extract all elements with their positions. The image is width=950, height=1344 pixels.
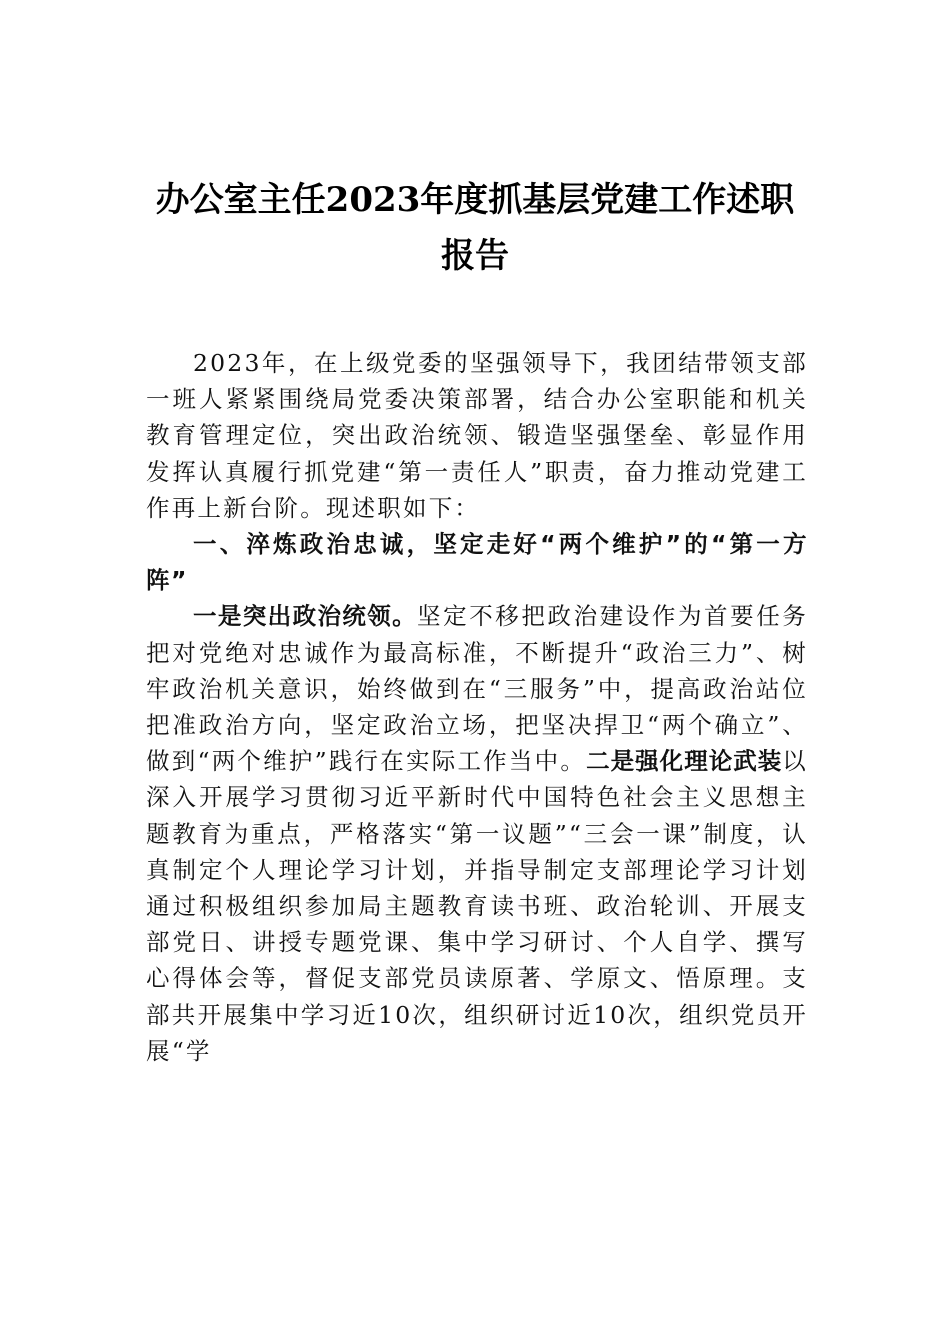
document-title: 办公室主任2023年度抓基层党建工作述职报告 [155, 180, 795, 276]
point-2-text: 以深入开展学习贯彻习近平新时代中国特色社会主义思想主题教育为重点，严格落实“第一议题”“三会一课”制度，认真制定个人理论学习计划，并指导制定支部理论学习计划通过积极组织参加局主题教育读书班、政治轮训、开展支部党日、讲授专题党课、集中学习研讨、个人自学、撰写心得体会等，督促支部党员读原著、学原文、悟原理。支部共开展集中学习近10次，组织研讨近10次，组织党员开展“学 [146, 747, 808, 1065]
lead-point-1: 一是突出政治统领。 [193, 602, 418, 631]
section-heading-1: 一、淬炼政治忠诚，坚定走好“两个维护”的“第一方阵” [146, 530, 808, 595]
document-body [146, 345, 808, 1069]
section-1-paragraph [146, 598, 808, 1069]
lead-point-2: 二是强化理论武装 [586, 747, 783, 776]
point-1-text: 坚定不移把政治建设作为首要任务把对党绝对忠诚作为最高标准，不断提升“政治三力”、树牢政治机关意识，始终做到在“三服务”中，提高政治站位把准政治方向，坚定政治立场，把坚决捍卫“两个确立”、做到“两个维护”践行在实际工作当中。 [146, 602, 809, 776]
intro-paragraph: 2023年，在上级党委的坚强领导下，我团结带领支部一班人紧紧围绕局党委决策部署，结合办公室职能和机关教育管理定位，突出政治统领、锻造坚强堡垒、彰显作用发挥认真履行抓党建“第一责任人”职责，奋力推动党建工作再上新台阶。现述职如下： [146, 349, 808, 522]
